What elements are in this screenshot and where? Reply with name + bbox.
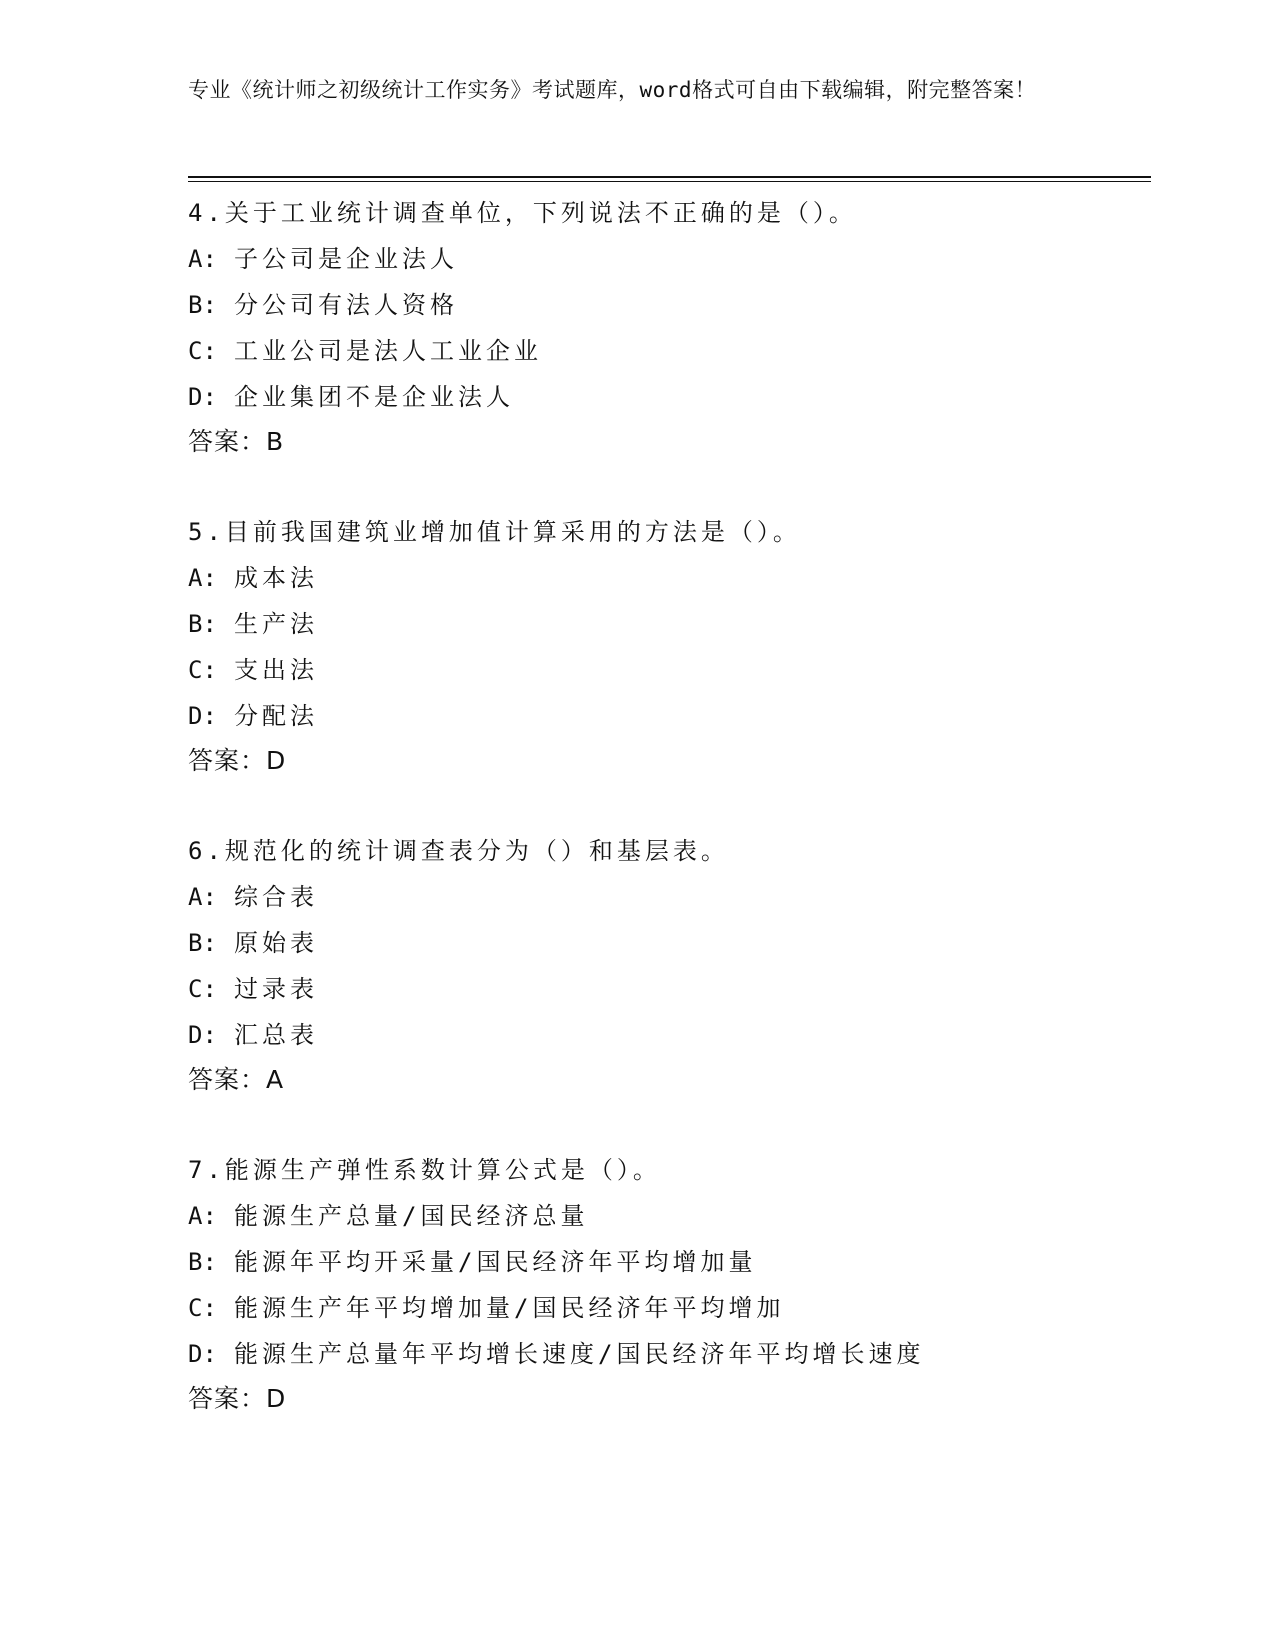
answer-line: 答案：A [188,1065,285,1094]
question-title: 6.规范化的统计调查表分为（）和基层表。 [188,837,729,865]
option-letter: C: [188,337,217,365]
option-text: 成本法 [234,564,318,592]
option-c [188,966,1148,1012]
answer-line: 答案：B [188,427,285,456]
option-letter: B: [188,291,217,319]
option-text: 分公司有法人资格 [234,291,458,319]
option-c [188,647,1148,693]
option-text: 生产法 [234,610,318,638]
option-a [188,874,1148,920]
option-letter: A: [188,1202,217,1230]
option-text: 企业集团不是企业法人 [234,383,514,411]
question-list [188,190,1148,1466]
question-6 [188,828,1148,1102]
option-text: 能源年平均开采量/国民经济年平均增加量 [234,1248,757,1276]
question-5 [188,509,1148,783]
option-letter: D: [188,702,217,730]
document-header: 专业《统计师之初级统计工作实务》考试题库，word格式可自由下载编辑，附完整答案！ [188,78,1037,102]
question-7 [188,1147,1148,1421]
header-divider-thin [188,181,1151,182]
option-d [188,374,1148,420]
option-a [188,555,1148,601]
option-letter: A: [188,564,217,592]
option-letter: D: [188,1340,217,1368]
option-text: 能源生产总量年平均增长速度/国民经济年平均增长速度 [234,1340,925,1368]
question-title: 7.能源生产弹性系数计算公式是（）。 [188,1156,661,1184]
option-letter: D: [188,383,217,411]
option-text: 子公司是企业法人 [234,245,458,273]
option-letter: A: [188,245,217,273]
option-letter: B: [188,610,217,638]
option-d [188,1012,1148,1058]
option-b [188,1239,1148,1285]
option-text: 汇总表 [234,1021,318,1049]
question-4 [188,190,1148,464]
option-text: 支出法 [234,656,318,684]
option-letter: B: [188,929,217,957]
option-text: 能源生产年平均增加量/国民经济年平均增加 [234,1294,785,1322]
option-letter: B: [188,1248,217,1276]
option-text: 综合表 [234,883,318,911]
option-c [188,1285,1148,1331]
option-b [188,601,1148,647]
option-letter: C: [188,1294,217,1322]
option-b [188,282,1148,328]
option-a [188,1193,1148,1239]
option-text: 原始表 [234,929,318,957]
option-letter: A: [188,883,217,911]
option-d [188,1331,1148,1377]
option-c [188,328,1148,374]
option-d [188,693,1148,739]
question-title: 4.关于工业统计调查单位，下列说法不正确的是（）。 [188,199,857,227]
header-divider-thick [188,176,1151,178]
option-text: 过录表 [234,975,318,1003]
option-letter: C: [188,656,217,684]
answer-line: 答案：D [188,746,287,775]
option-letter: C: [188,975,217,1003]
option-a [188,236,1148,282]
answer-line: 答案：D [188,1384,287,1413]
option-text: 能源生产总量/国民经济总量 [234,1202,589,1230]
option-letter: D: [188,1021,217,1049]
option-b [188,920,1148,966]
question-title: 5.目前我国建筑业增加值计算采用的方法是（）。 [188,518,801,546]
option-text: 工业公司是法人工业企业 [234,337,542,365]
option-text: 分配法 [234,702,318,730]
